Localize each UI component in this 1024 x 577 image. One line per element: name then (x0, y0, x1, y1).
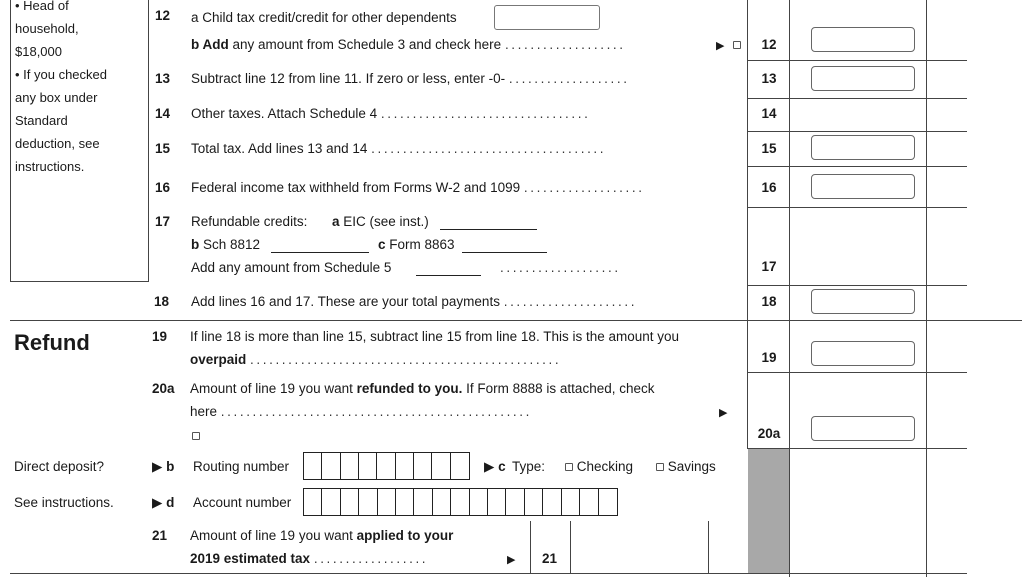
row-divider (747, 98, 967, 99)
sidebar-line: household, (15, 21, 79, 36)
line-21-amount-input[interactable] (571, 521, 708, 573)
line-number: 20a (152, 381, 175, 396)
row-divider (747, 166, 967, 167)
line-20d-marker: ▶ d (152, 495, 175, 510)
line-17c-text: c Form 8863 (378, 237, 455, 252)
line-20a-here: here ................................................. (190, 404, 532, 419)
line-17-label: Refundable credits: (191, 214, 308, 229)
line-19-amount-input[interactable] (811, 341, 915, 366)
line-13-right-number: 13 (761, 71, 777, 86)
line-13-amount-input[interactable] (811, 66, 915, 91)
see-instructions-label: See instructions. (14, 495, 114, 510)
form-8888-checkbox[interactable] (192, 428, 200, 443)
line-18-text: Add lines 16 and 17. These are your total payments ..................... (191, 294, 638, 309)
line-number: 12 (155, 8, 171, 23)
line-12b-checkbox[interactable] (733, 37, 741, 52)
line-12-right-number: 12 (761, 37, 777, 52)
account-number-input[interactable] (303, 488, 618, 516)
line-21-cell-border (708, 521, 709, 573)
row-divider (747, 60, 967, 61)
line-18-right-number: 18 (761, 294, 777, 309)
direct-deposit-label: Direct deposit? (14, 459, 105, 474)
line-19-text: If line 18 is more than line 15, subtract line 15 from line 18. This is the amount you (190, 329, 680, 344)
row-divider (747, 131, 967, 132)
account-number-label: Account number (193, 495, 292, 510)
line-15-text: Total tax. Add lines 13 and 14 ..................................... (191, 141, 607, 156)
line-19-right-number: 19 (761, 350, 777, 365)
line-17a-input[interactable] (440, 229, 537, 230)
line-13-text: Subtract line 12 from line 11. If zero or less, enter -0- ................... (191, 71, 630, 86)
line-12b-text: b Add any amount from Schedule 3 and check here ................... (191, 37, 626, 52)
shaded-cell (748, 449, 789, 573)
line-17-right-number: 17 (761, 259, 777, 274)
refund-heading: Refund (14, 330, 90, 355)
line-12a-input[interactable] (494, 5, 600, 30)
sidebar-line: deduction, see (15, 136, 100, 151)
right-column-left-border (747, 0, 748, 449)
line-19-overpaid: overpaid ................................................. (190, 352, 562, 367)
line-17a-text: a EIC (see inst.) (332, 214, 429, 229)
sidebar-line: $18,000 (15, 44, 62, 59)
leader-dots: ................... (500, 260, 621, 275)
line-14-right-number: 14 (761, 106, 777, 121)
sidebar-line: Standard (15, 113, 68, 128)
line-15-right-number: 15 (761, 141, 777, 156)
line-21-text: Amount of line 19 you want applied to your (190, 528, 454, 543)
row-divider (747, 448, 967, 449)
sidebar-line: instructions. (15, 159, 85, 174)
line-16-right-number: 16 (761, 180, 777, 195)
line-12-amount-input[interactable] (811, 27, 915, 52)
row-divider (747, 207, 967, 208)
checking-option[interactable]: Checking (565, 459, 633, 474)
line-number: 16 (155, 180, 171, 195)
line-16-text: Federal income tax withheld from Forms W-2 and 1099 ................... (191, 180, 645, 195)
line-16-amount-input[interactable] (811, 174, 915, 199)
line-17b-text: b Sch 8812 (191, 237, 261, 252)
row-divider (747, 372, 967, 373)
savings-option[interactable]: Savings (656, 459, 716, 474)
line-20a-right-number: 20a (757, 426, 781, 441)
routing-number-input[interactable] (303, 452, 470, 480)
line-17c-input[interactable] (462, 252, 547, 253)
account-type-label: Type: (512, 459, 546, 474)
line-18-amount-input[interactable] (811, 289, 915, 314)
line-number: 18 (154, 294, 170, 309)
line-17-add-text: Add any amount from Schedule 5 (191, 260, 392, 275)
line-14-text: Other taxes. Attach Schedule 4 ................................. (191, 106, 591, 121)
right-column-num-border (789, 0, 790, 577)
line-20c-marker: ▶ c (484, 459, 506, 474)
line-20a-amount-input[interactable] (811, 416, 915, 441)
right-column-amount-border (926, 0, 927, 577)
line-number: 13 (155, 71, 171, 86)
arrow-icon: ▶ (716, 40, 725, 52)
row-divider (747, 285, 967, 286)
line-21-cell-border (530, 521, 531, 573)
line-20a-text: Amount of line 19 you want refunded to you. If Form 8888 is attached, check (190, 381, 655, 396)
line-17-schedule5-input[interactable] (416, 275, 481, 276)
line-15-amount-input[interactable] (811, 135, 915, 160)
arrow-icon: ▶ (719, 407, 728, 419)
refund-section-divider (10, 320, 1022, 321)
line-number: 17 (155, 214, 171, 229)
arrow-icon: ▶ (507, 554, 516, 566)
routing-number-label: Routing number (193, 459, 290, 474)
line-20b-marker: ▶ b (152, 459, 175, 474)
line-17b-input[interactable] (271, 252, 369, 253)
sidebar-line: any box under (15, 90, 98, 105)
line-number: 21 (152, 528, 168, 543)
sidebar-line: • Head of (15, 0, 69, 13)
sidebar-line: • If you checked (15, 67, 107, 82)
line-number: 14 (155, 106, 171, 121)
bottom-divider (10, 573, 967, 574)
line-number: 19 (152, 329, 168, 344)
line-number: 15 (155, 141, 171, 156)
line-12a-label: a Child tax credit/credit for other dependents (191, 10, 457, 25)
line-21-estimated-tax: 2019 estimated tax .................. (190, 551, 429, 566)
line-21-inner-number: 21 (542, 551, 558, 566)
